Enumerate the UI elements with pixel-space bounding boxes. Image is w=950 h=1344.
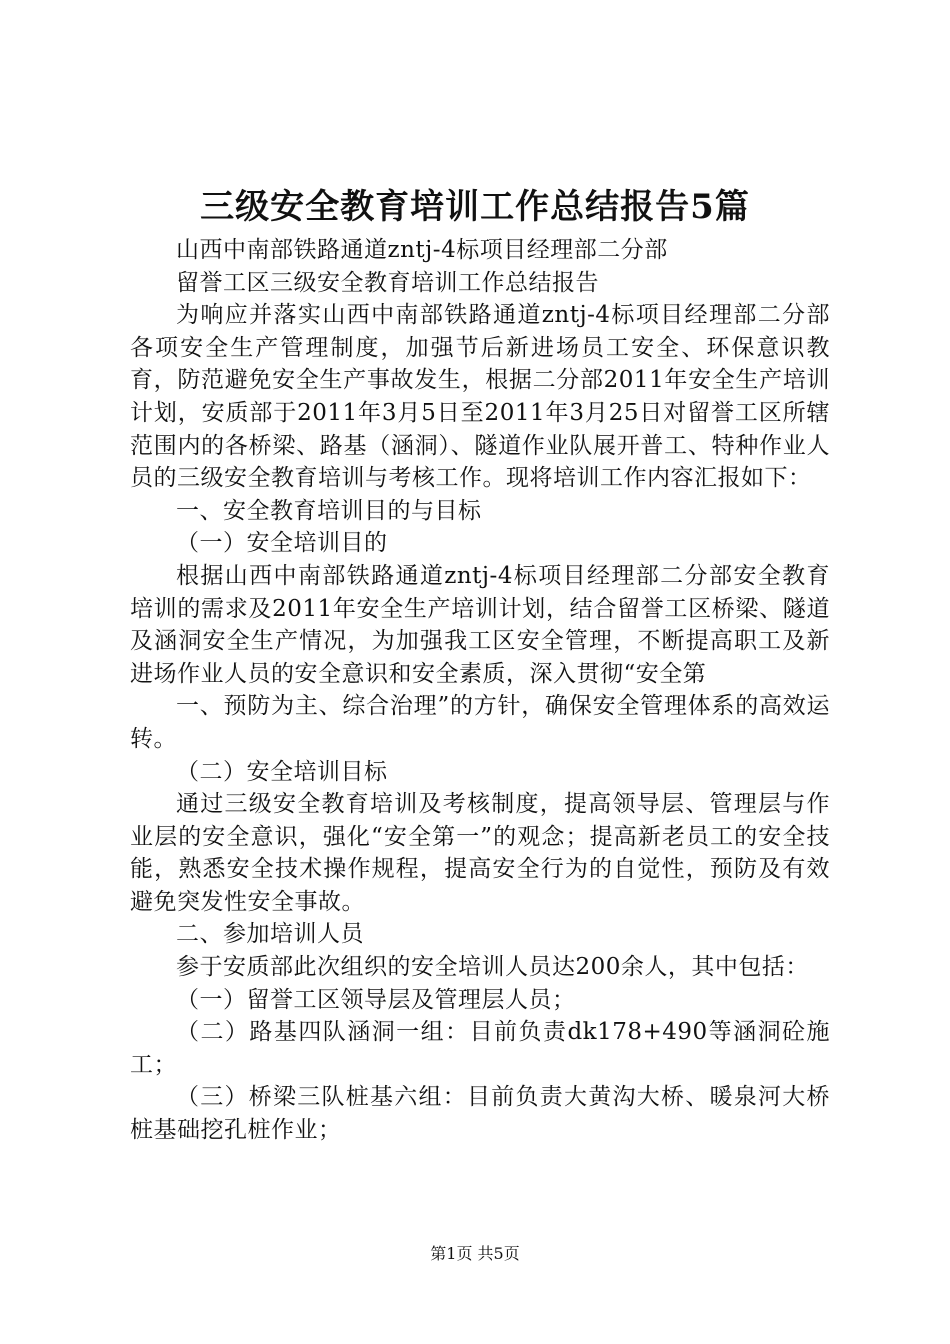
- paragraph-org: 山西中南部铁路通道zntj-4标项目经理部二分部: [176, 237, 668, 263]
- paragraph-intro: 为响应并落实山西中南部铁路通道zntj-4标项目经理部二分部各项安全生产管理制度，加强节后新进场员工安全、环保意识教育，防范避免安全生产事故发生，根据二分部2011年安全生产培训计划，安质部于2011年3月5日至2011年3月25日对留誉工区所辖范围内的各桥梁、路基（涵洞）、隧道作业队展开普工、特种作业人员的三级安全教育培训与考核工作。现将培训工作内容汇报如下：: [130, 302, 830, 492]
- paragraph-participants: 参于安质部此次组织的安全培训人员达200余人，其中包括：: [176, 954, 809, 981]
- document-body: [130, 234, 830, 1147]
- document-title: 三级安全教育培训工作总结报告5篇: [200, 187, 750, 227]
- paragraph-purpose: 根据山西中南部铁路通道zntj-4标项目经理部二分部安全教育培训的需求及2011年安全生产培训计划，结合留誉工区桥梁、隧道及涵洞安全生产情况，为加强我工区安全管理，不断提高职工及新进场作业人员的安全意识和安全素质，深入贯彻“安全第: [130, 562, 830, 687]
- heading-subsection-2: （二）安全培训目标: [176, 758, 388, 785]
- paragraph-goal: 通过三级安全教育培训及考核制度，提高领导层、管理层与作业层的安全意识，强化“安全第一”的观念；提高新老员工的安全技能，熟悉安全技术操作规程，提高安全行为的自觉性，预防及有效避免突发性安全事故。: [130, 791, 830, 915]
- heading-subsection-1: （一）安全培训目的: [176, 530, 388, 557]
- paragraph-purpose-cont: 一、预防为主、综合治理”的方针，确保安全管理体系的高效运转。: [130, 693, 830, 752]
- list-item: （二）路基四队涵洞一组：目前负责dk178+490等涵洞砼施工；: [130, 1019, 830, 1078]
- heading-section-2: 二、参加培训人员: [176, 921, 364, 948]
- heading-section-1: 一、安全教育培训目的与目标: [176, 497, 482, 524]
- list-item: （一）留誉工区领导层及管理层人员；: [176, 986, 576, 1013]
- list-item: （三）桥梁三队桩基六组：目前负责大黄沟大桥、暖泉河大桥桩基础挖孔桩作业；: [130, 1084, 830, 1144]
- page-number-footer: 第1页 共5页: [430, 1244, 520, 1263]
- paragraph-report-name: 留誉工区三级安全教育培训工作总结报告: [176, 269, 599, 296]
